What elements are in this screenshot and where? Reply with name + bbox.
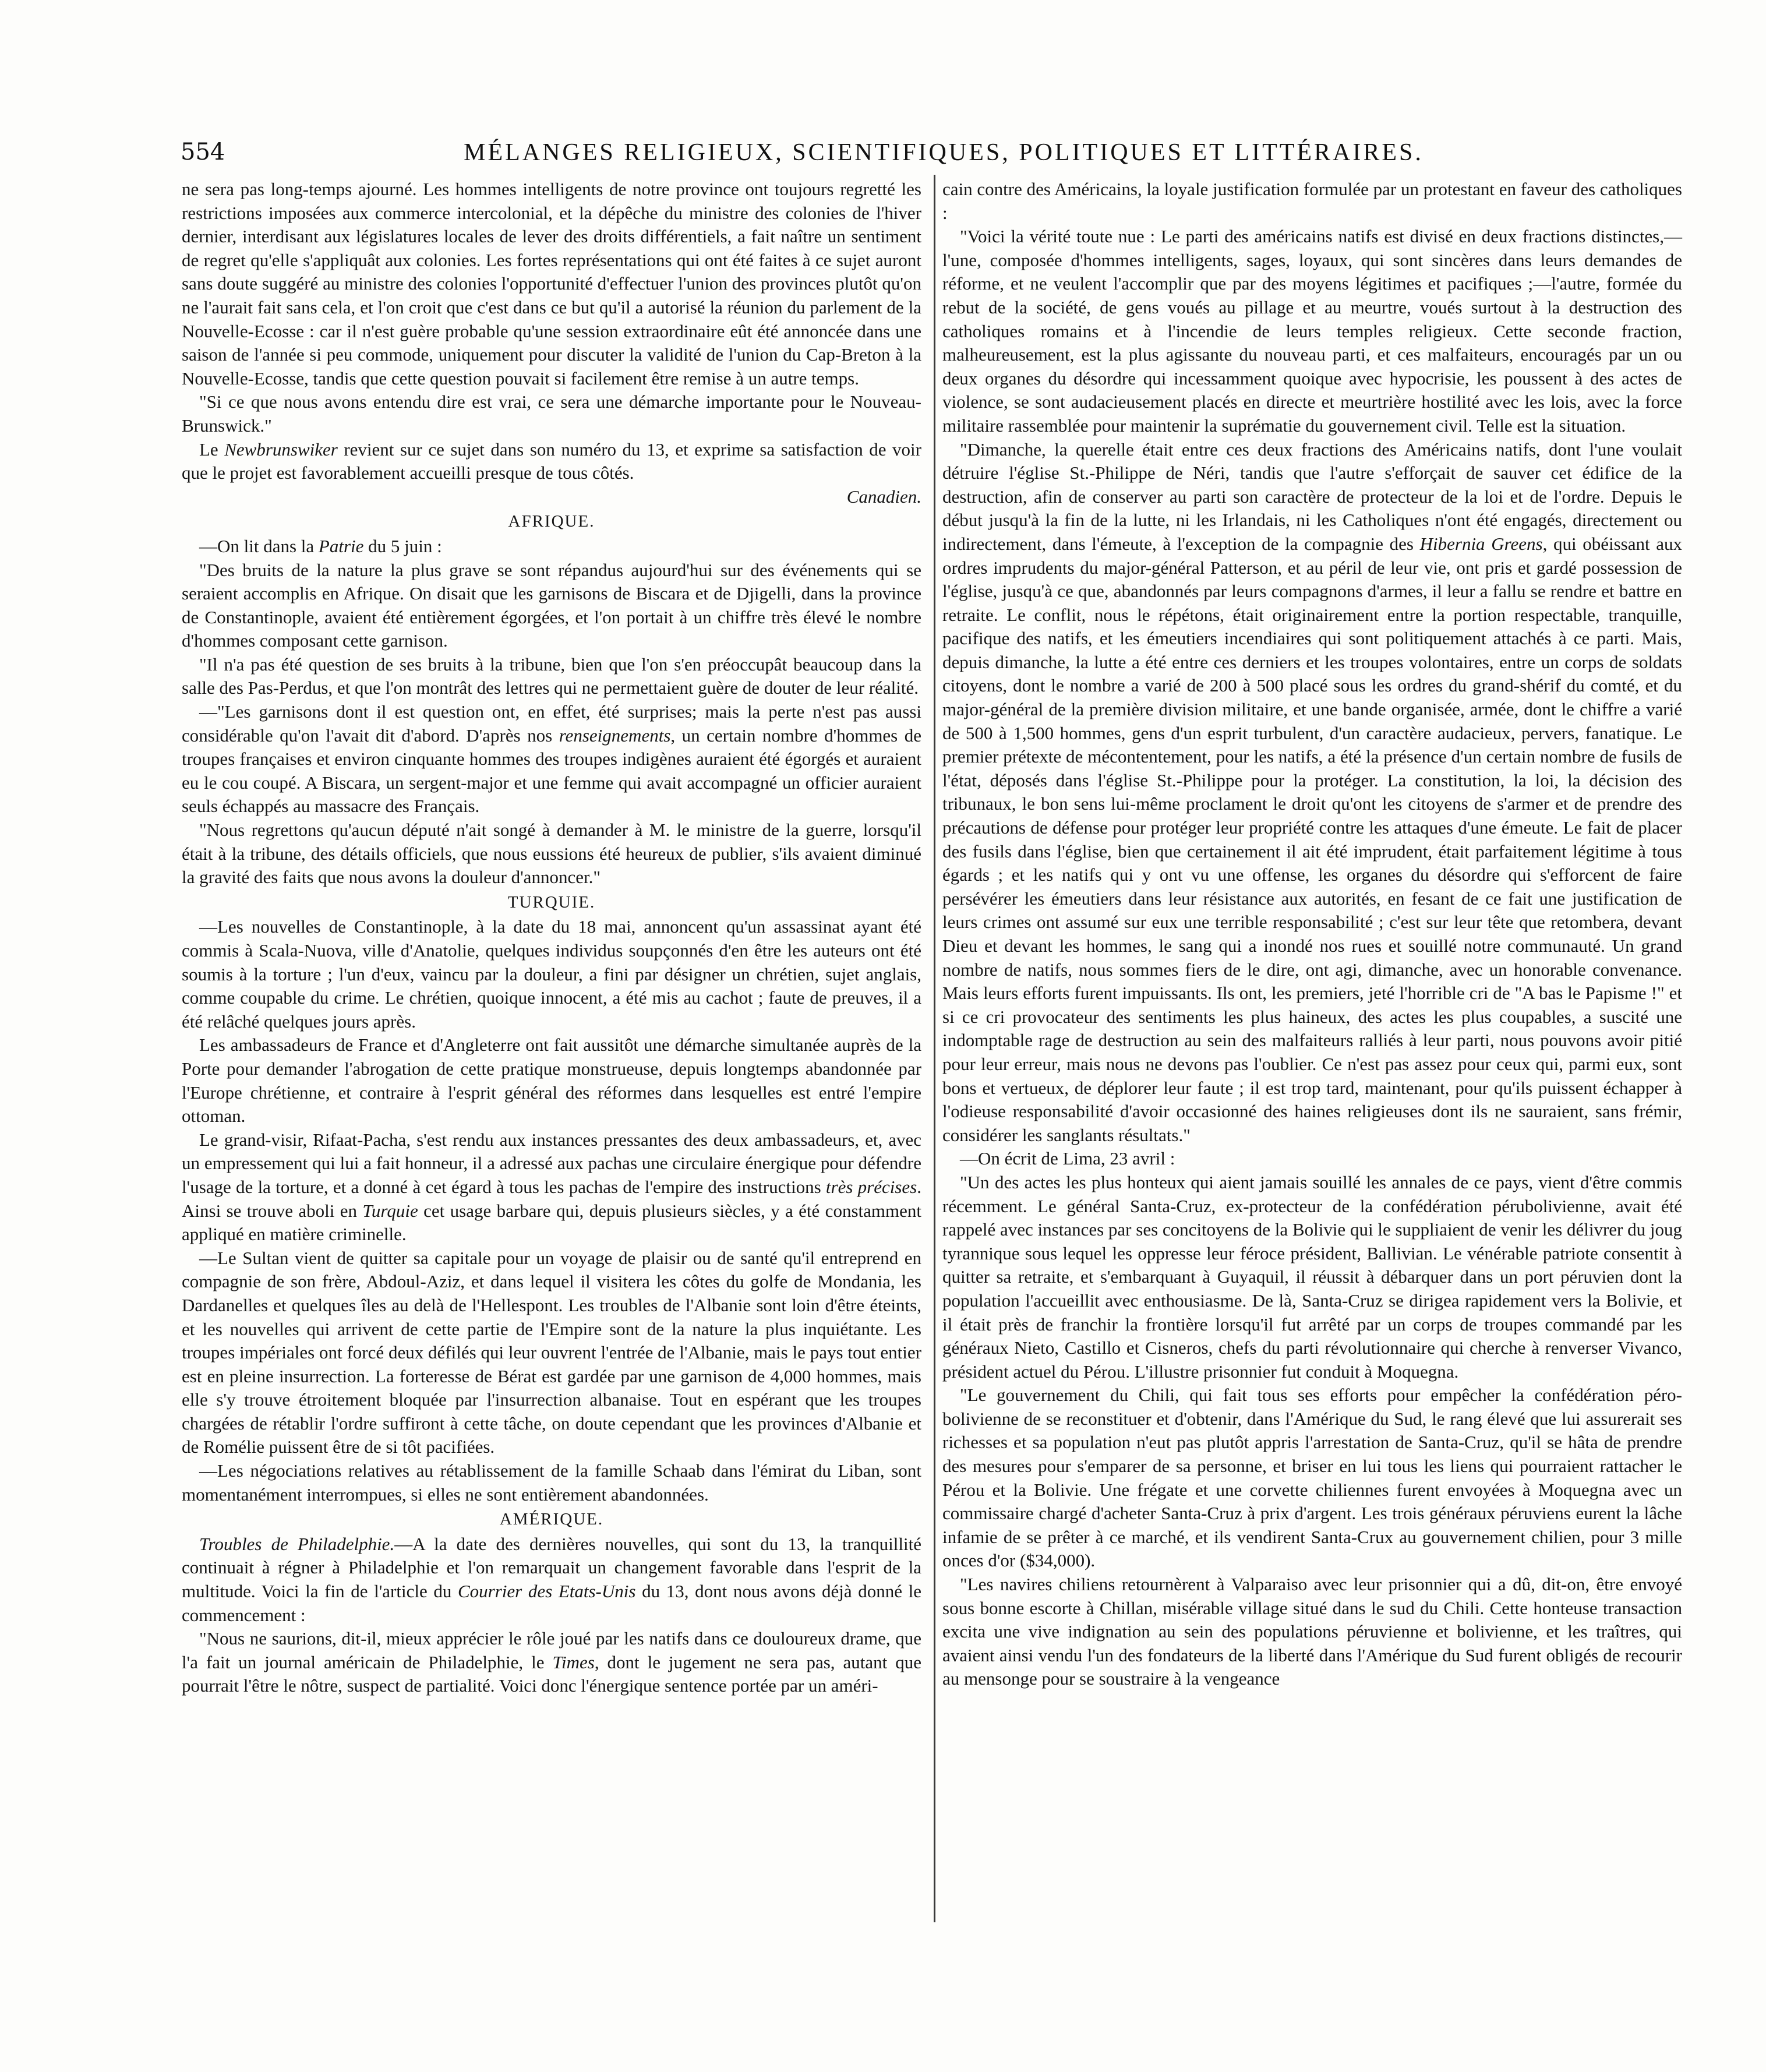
paragraph: "Voici la vérité toute nue : Le parti des américains natifs est divisé en deux fractions distinctes,—l'une, composée d'hommes intelligents, sages, loyaux, qui sont sincères dans leurs demandes de réforme, et ne veulent l'accomplir que par des moyens légitimes et pacifiques ;—l'autre, formée du rebut de la société, de gens voués au pillage et au meurtre, voués surtout à la destruction des catholiques romains et à l'incendie de leurs temples religieux. Cette seconde fraction, malheureusement, est la plus agissante du nouveau parti, et ces malfaiteurs, encouragés par un ou deux organes du désordre qui incessamment quoique avec hypocrisie, les poussent à des actes de violence, se sont audacieusement placés en directe et meurtrière hostilité avec les lois, avec la force militaire rassemblée pour maintenir la suprématie du gouvernement civil. Telle est la situation. [942, 226, 1682, 436]
paragraph: "Le gouvernement du Chili, qui fait tous ses efforts pour empêcher la confédération péro-bolivienne de se reconstituer et d'obtenir, dans l'Amérique du Sud, le rang élevé que lui assurerait ses richesses et sa population n'eut pas plutôt appris l'arrestation de Santa-Cruz, qu'il se hâta de prendre des mesures pour s'emparer de sa personne, et briser en lui tous les liens qui pourraient rattacher le Pérou et la Bolivie. Une frégate et une corvette chiliennes furent envoyées à Moquegna avec un commissaire chargé d'acheter Santa-Cruz à prix d'argent. Les trois généraux péruviens eurent la lâche infamie de se prêter à ce marché, et ils vendirent Santa-Crux au gouvernement chilien, pour 3 mille onces d'or ($34,000). [942, 1385, 1682, 1571]
paragraph: "Nous ne saurions, dit-il, mieux apprécier le rôle joué par les natifs dans ce douloureux drame, que l'a fait un journal américain de Philadelphie, le Times, dont le jugement ne sera pas, autant que pourrait l'être le nôtre, suspect de partialité. Voici donc l'énergique sentence portée par un améri- [182, 1628, 921, 1696]
paragraph: —Les négociations relatives au rétablissement de la famille Schaab dans l'émirat du Liban, sont momentanément interrompues, si elles ne sont entièrement abandonnées. [182, 1460, 921, 1505]
paragraph: —On lit dans la Patrie du 5 juin : [199, 535, 442, 556]
page-header [181, 139, 1707, 179]
paragraph: Les ambassadeurs de France et d'Angleterre ont fait aussitôt une démarche simultanée auprès de la Porte pour demander l'abrogation de cette pratique monstrueuse, depuis longtemps abandonnée par l'Europe chrétienne, et contraire à l'esprit général des réformes dans lesquelles est entré l'empire ottoman. [182, 1035, 921, 1127]
page-number: 554 [181, 139, 225, 165]
paragraph: —Le Sultan vient de quitter sa capitale pour un voyage de plaisir ou de santé qu'il entreprend en compagnie de son frère, Abdoul-Aziz, et dans lequel il visitera les côtes du golfe de Mondania, les Dardanelles et quelques îles au delà de l'Hellespont. Les troubles de l'Albanie sont loin d'être éteints, et les nouvelles qui arrivent de cette partie de l'Empire sont de la nature la plus inquiétante. Les troupes impériales ont forcé deux défilés qui leur ouvrent l'entrée de l'Albanie, mais le pays tout entier est en pleine insurrection. La forteresse de Bérat est gardée par une garnison de 4,000 hommes, mais elle s'y trouve étroitement bloquée par l'insurrection albanaise. Tout en espérant que les troupes chargées de rétablir l'ordre suffiront à cette tâche, on doute cependant que les provinces d'Albanie et de Romélie puissent être de si tôt pacifiées. [182, 1247, 921, 1457]
paragraph: "Dimanche, la querelle était entre ces deux fractions des Américains natifs, dont l'une voulait détruire l'église St.-Philippe de Néri, tandis que l'autre s'efforçait de sauver cet édifice de la destruction, afin de conserver au parti son caractère de protecteur de la loi et de l'ordre. Depuis le début jusqu'à la fin de la lutte, ni les Irlandais, ni les Catholiques n'ont été engagés, directement ou indirectement, dans l'émeute, à l'exception de la compagnie des Hibernia Greens, qui obéissant aux ordres imprudents du major-général Patterson, et au péril de leur vie, ont pris et gardé possession de l'église, jusqu'à ce que, abandonnés par leurs compagnons d'armes, il leur a fallu se rendre et battre en retraite. Le conflit, nous le répétons, était originairement entre la portion respectable, tranquille, pacifique des natifs, et les émeutiers incendiaires qui sont politiquement attachés à ce parti. Mais, depuis dimanche, la lutte a été entre ces derniers et les troupes volontaires, entre un corps de soldats citoyens, dont le nombre a varié de 200 à 500 placé sous les ordres du grand-shérif du comté, et du major-général de la première division militaire, et une bande organisée, armée, dont le chiffre a varié de 500 à 1,500 hommes, gens d'un esprit turbulent, d'un caractère audacieux, pervers, fanatique. Le premier prétexte de mécontentement, pour les natifs, a été la présence d'un certain nombre de fusils de l'état, déposés dans l'église St.-Philippe pour la protéger. La constitution, la loi, la décision des tribunaux, le bon sens lui-même proclament le droit qu'ont les citoyens de s'armer et de prendre des précautions de défense pour protéger leur propriété contre les attaques d'une émeute. Le fait de placer des fusils dans l'église, bien que certainement il ait été imprudent, était parfaitement légitime à tous égards ; et les natifs qui y ont vu une offense, les organes du désordre qui s'efforcent de faire persévérer les émeutiers dans leur résistance aux autorités, en fesant de ce fait une justification de leurs crimes ont assumé sur eux une terrible responsabilité ; c'est sur leur tête que retombera, devant Dieu et devant les hommes, le sang qui a inondé nos rues et souillé notre communauté. Un grand nombre de natifs, nous sommes fiers de le dire, ont agi, dimanche, avec un honorable convenance. Mais leurs efforts furent impuissants. Ils ont, les premiers, jeté l'horrible cri de "A bas le Papisme !" et si ce cri provocateur des sentiments les plus haineux, des actes les plus coupables, a suscité une indomptable rage de destruction au sein des malfaiteurs ralliés à leur parti, nous pouvons avoir pitié pour leur erreur, mais nous ne devons pas l'oublier. Ce n'est pas assez pour ceux qui, parmi eux, sont bons et vertueux, de déplorer leur faute ; il est trop tard, maintenant, pour qu'ils puissent échapper à l'odieuse responsabilité d'avoir occasionné des haines religieuses dont ils ne sauraient, sans frémir, considérer les sanglants résultats." [942, 439, 1683, 1145]
paragraph: Le Newbrunswiker revient sur ce sujet dans son numéro du 13, et exprime sa satisfaction de voir que le projet est favorablement accueilli presque de tous côtés. [182, 439, 921, 483]
paragraph: ne sera pas long-temps ajourné. Les hommes intelligents de notre province ont toujours regretté les restrictions imposées aux commerce intercolonial, et la dépêche du ministre des colonies de l'hiver dernier, interdisant aux législatures locales de lever des droits différentiels, a fait naître un sentiment de regret qu'elle s'appliquât aux colonies. Les fortes représentations qui ont été faites à ce sujet auront sans doute suggéré au ministre des colonies l'opportunité d'effectuer l'union des provinces plutôt qu'on ne l'aurait fait sans cela, et l'on croit que c'est dans ce but qu'il a autorisé la réunion du parlement de la Nouvelle-Ecosse : car il n'est guère probable qu'une session extraordinaire eût été annoncée dans une saison de l'année si peu commode, uniquement pour discuter la validité de l'union du Cap-Breton à la Nouvelle-Ecosse, tandis que cette question pouvait si facilement être remise à un autre temps. [182, 179, 921, 389]
section-heading-turquie: TURQUIE. [507, 892, 596, 912]
right-column [942, 178, 1682, 1691]
paragraph: —"Les garnisons dont il est question ont, en effet, été surprises; mais la perte n'est pas aussi considérable qu'on l'avait dit d'abord. D'après nos renseignements, un certain nombre d'hommes de troupes françaises et environ cinquante hommes des troupes indigènes auraient été égorgés et auraient eu le cou coupé. A Biscara, un sergent-major et une femme qui avait accompagné un officier auraient seuls échappés au massacre des Français. [182, 701, 921, 817]
signature: Canadien. [846, 486, 921, 507]
paragraph: cain contre des Américains, la loyale justification formulée par un protestant en faveur des catholiques : [942, 179, 1682, 223]
paragraph: "Les navires chiliens retournèrent à Valparaiso avec leur prisonnier qui a dû, dit-on, être envoyé sous bonne escorte à Chillan, misérable village situé dans le sud du Chili. Cette honteuse transaction excita une vive indignation au sein des populations péruvienne et bolivienne, et les traîtres, qui avaient ainsi vendu l'un des fondateurs de la liberté dans l'Amérique du Sud furent obligés de recourir au mensonge pour se soustraire à la vengeance [942, 1574, 1682, 1689]
paragraph: Troubles de Philadelphie.—A la date des dernières nouvelles, qui sont du 13, la tranquillité continuait à régner à Philadelphie et l'on remarquait un changement favorable dans l'esprit de la multitude. Voici la fin de l'article du Courrier des Etats-Unis du 13, dont nous avons déjà donné le commencement : [182, 1533, 922, 1625]
paragraph: "Un des actes les plus honteux qui aient jamais souillé les annales de ce pays, vient d'être commis récemment. Le général Santa-Cruz, ex-protecteur de la confédération pérubolivienne, avait été rappelé avec instances par ses concitoyens de la Bolivie qui le suppliaient de venir les délivrer du joug tyrannique sous lequel les oppresse leur féroce président, Ballivian. Le vénérable patriote consentit à quitter sa retraite, et s'embarquant à Guyaquil, il réussit à débarquer dans un port péruvien dont la population l'accueillit avec enthousiasme. De là, Santa-Cruz se dirigea rapidement vers la Bolivie, et il était près de franchir la frontière lorsqu'il fut arrêté par un corps de troupes commandé par les généraux Nieto, Castillo et Cisneros, chefs du parti révolutionnaire qui cherche à renverser Vivanco, président actuel du Pérou. L'illustre prisonnier fut conduit à Moquegna. [942, 1171, 1682, 1382]
paragraph: Le grand-visir, Rifaat-Pacha, s'est rendu aux instances pressantes des deux ambassadeurs, et, avec un empressement qui lui a fait honneur, il a adressé aux pachas une circulaire énergique pour défendre l'usage de la torture, et a donné à cet égard à tous les pachas de l'empire des instructions très précises. Ainsi se trouve aboli en Turquie cet usage barbare qui, depuis plusieurs siècles, y a été constamment appliqué en matière criminelle. [182, 1129, 922, 1245]
section-heading-amerique: AMÉRIQUE. [499, 1510, 604, 1529]
left-column [182, 178, 921, 1698]
paragraph: —Les nouvelles de Constantinople, à la date du 18 mai, annoncent qu'un assassinat ayant été commis à Scala-Nuova, ville d'Anatolie, quelques individus soupçonnés d'en être les auteurs ont été soumis à la torture ; l'un d'eux, vaincu par la douleur, a fini par désigner un chrétien, sujet anglais, comme coupable du crime. Le chrétien, quoique innocent, a été mis au cachot ; faute de preuves, il a été relâché quelques jours après. [182, 916, 921, 1032]
running-title: MÉLANGES RELIGIEUX, SCIENTIFIQUES, POLITIQUES ET LITTÉRAIRES. [464, 139, 1424, 166]
paragraph: "Si ce que nous avons entendu dire est vrai, ce sera une démarche importante pour le Nouveau-Brunswick." [182, 391, 921, 436]
column-divider [934, 175, 935, 1922]
paragraph: "Des bruits de la nature la plus grave se sont répandus aujourd'hui sur des événements qui se seraient accomplis en Afrique. On disait que les garnisons de Biscara et de Djigelli, dans la province de Constantinople, avaient été entièrement égorgées, et l'on portait à un chiffre très élevé le nombre d'hommes composant cette garnison. [182, 559, 921, 651]
section-heading-afrique: AFRIQUE. [508, 512, 595, 531]
paragraph: "Nous regrettons qu'aucun député n'ait songé à demander à M. le ministre de la guerre, lorsqu'il était à la tribune, des détails officiels, que nous eussions été heureux de publier, s'ils avaient diminué la gravité des faits que nous avons la douleur d'annoncer." [182, 820, 921, 888]
paragraph: "Il n'a pas été question de ses bruits à la tribune, bien que l'on s'en préoccupât beaucoup dans la salle des Pas-Perdus, et que l'on montrât des lettres qui ne permettaient guère de douter de leur réalité. [182, 654, 921, 698]
paragraph: —On écrit de Lima, 23 avril : [960, 1148, 1175, 1169]
